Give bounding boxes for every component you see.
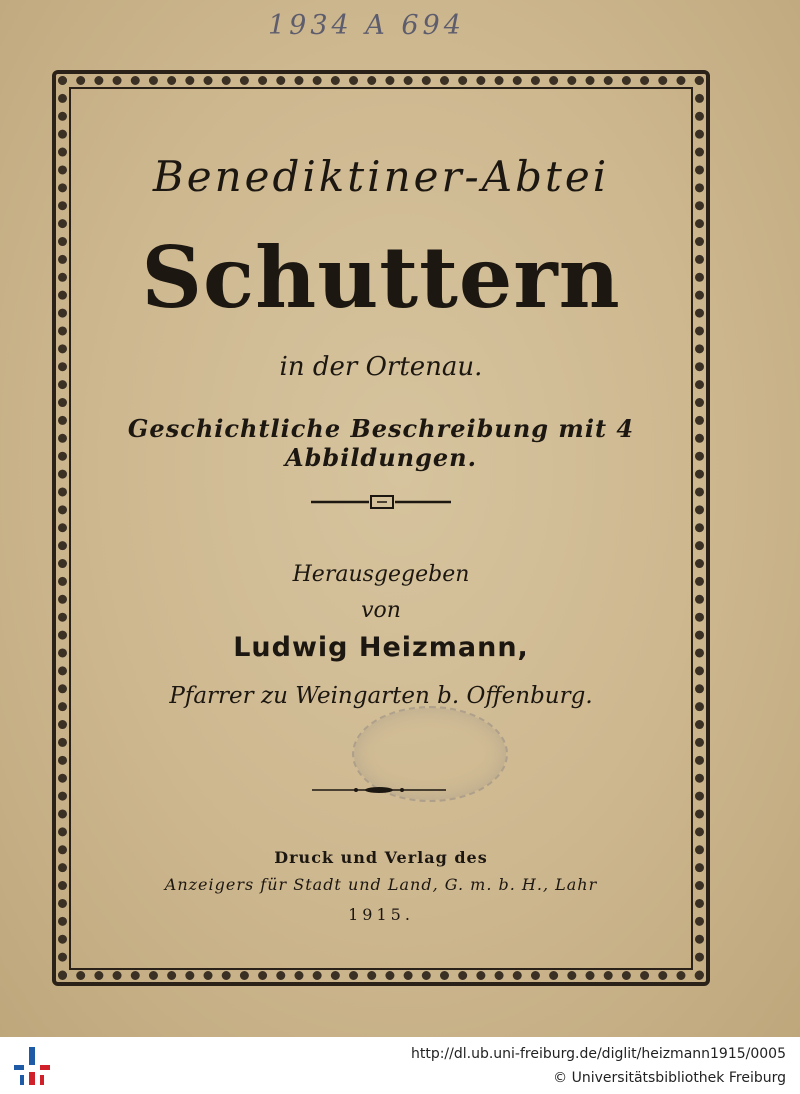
editor-label: Herausgegeben [292,562,470,587]
copyright-notice: © Universitätsbibliothek Freiburg [553,1070,786,1086]
author-name: Ludwig Heizmann, [233,632,529,663]
viewer-footer [0,1037,800,1094]
ornament-rule [312,784,446,796]
editor-von: von [361,598,401,623]
imprint-line-1: Druck und Verlag des [274,848,488,867]
imprint-line-2: Anzeigers für Stadt und Land, G. m. b. H., Lahr [164,875,598,894]
subtitle: in der Ortenau. [279,352,483,382]
source-url-link[interactable]: http://dl.ub.uni-freiburg.de/diglit/heizmann1915/0005 [410,1046,786,1062]
author-role: Pfarrer zu Weingarten b. Offenburg. [169,683,593,709]
title-line-1: Benediktiner-Abtei [152,152,610,201]
description: Geschichtliche Beschreibung mit 4 Abbildungen. [127,414,635,472]
ub-freiburg-logo-icon [12,1045,52,1087]
shelfmark-handwritten: 1934 A 694 [268,10,465,41]
ornament-divider [311,493,451,511]
imprint-year: 1915. [348,905,414,924]
title-line-2: Schuttern [141,228,621,327]
decorative-border-inner [69,87,693,970]
